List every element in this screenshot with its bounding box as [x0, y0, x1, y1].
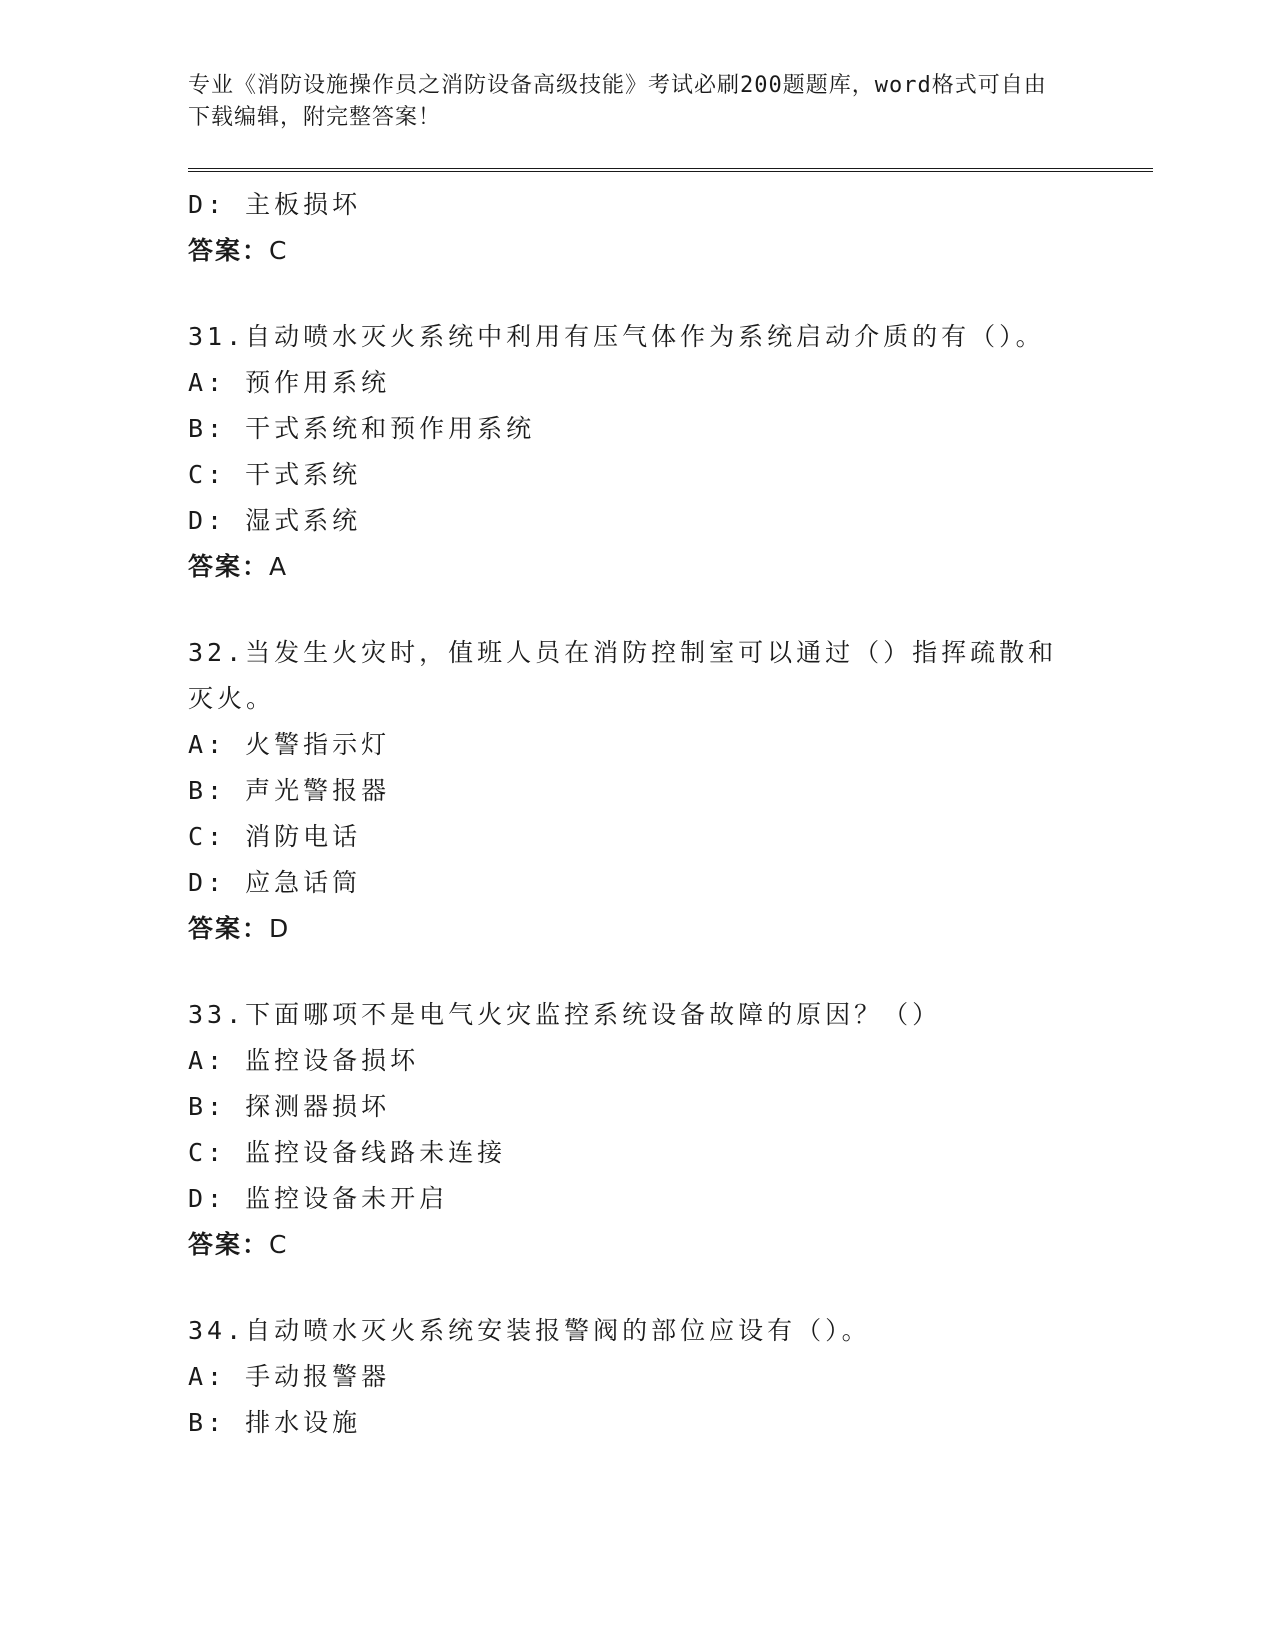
option-a: A: 火警指示灯: [188, 730, 391, 759]
header-divider: [188, 168, 1153, 172]
option-b: B: 干式系统和预作用系统: [188, 414, 536, 443]
document-header: 专业《消防设施操作员之消防设备高级技能》考试必刷200题题库，word格式可自由下载编辑，附完整答案！: [188, 73, 1047, 130]
option-b: B: 排水设施: [188, 1408, 362, 1437]
document-page: [188, 70, 1153, 1446]
answer-value: D: [269, 914, 291, 943]
answer-value: A: [269, 552, 289, 581]
question-33: [188, 992, 1153, 1268]
answer-line: [188, 544, 1153, 590]
option-d: D: 湿式系统: [188, 506, 362, 535]
option-d: D: 主板损坏: [188, 190, 362, 219]
option-a: A: 手动报警器: [188, 1362, 391, 1391]
answer-label: 答案：: [188, 1230, 270, 1259]
option-c: C: 监控设备线路未连接: [188, 1138, 507, 1167]
answer-label: 答案：: [188, 914, 270, 943]
answer-line: [188, 228, 1153, 274]
question-32: [188, 630, 1153, 952]
question-text: 31.自动喷水灭火系统中利用有压气体作为系统启动介质的有（）。: [188, 322, 1045, 351]
option-d: D: 监控设备未开启: [188, 1184, 449, 1213]
answer-value: C: [269, 236, 289, 265]
answer-line: [188, 906, 1153, 952]
previous-question-tail: [188, 182, 1153, 274]
option-a: A: 监控设备损坏: [188, 1046, 420, 1075]
option-d: D: 应急话筒: [188, 868, 362, 897]
question-text: 32.当发生火灾时，值班人员在消防控制室可以通过（）指挥疏散和灭火。: [188, 638, 1058, 713]
question-text: 34.自动喷水灭火系统安装报警阀的部位应设有（）。: [188, 1316, 871, 1345]
answer-label: 答案：: [188, 552, 270, 581]
question-31: [188, 314, 1153, 590]
option-c: C: 消防电话: [188, 822, 362, 851]
option-b: B: 探测器损坏: [188, 1092, 391, 1121]
option-b: B: 声光警报器: [188, 776, 391, 805]
question-text: 33.下面哪项不是电气火灾监控系统设备故障的原因？（）: [188, 1000, 942, 1029]
option-a: A: 预作用系统: [188, 368, 391, 397]
answer-line: [188, 1222, 1153, 1268]
answer-label: 答案：: [188, 236, 270, 265]
question-34: [188, 1308, 1153, 1446]
answer-value: C: [269, 1230, 289, 1259]
option-c: C: 干式系统: [188, 460, 362, 489]
